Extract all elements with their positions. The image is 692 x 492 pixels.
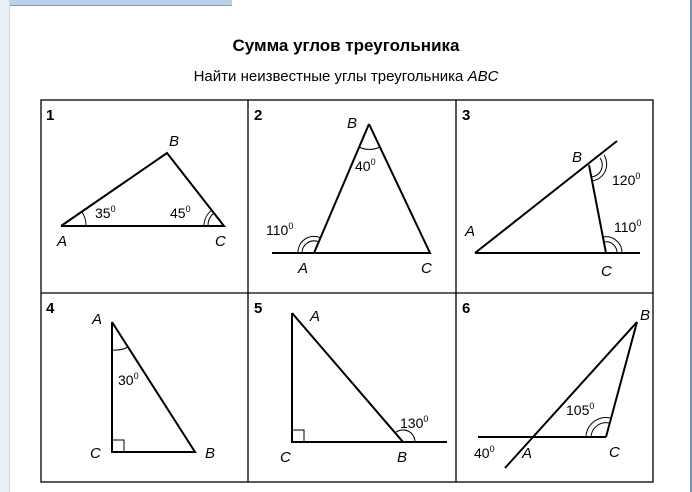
exercise-cell-6 bbox=[462, 300, 650, 468]
exercise-cell-4 bbox=[46, 300, 215, 462]
subtitle-triangle-name: ABC bbox=[467, 68, 499, 85]
angle-label: $35^0$ bbox=[95, 204, 116, 221]
vertex-label-c: C bbox=[609, 444, 620, 461]
vertex-label-a: A bbox=[298, 260, 309, 277]
angle-label: $40^0$ bbox=[355, 157, 376, 174]
vertex-label-c: C bbox=[215, 233, 226, 250]
vertex-label-c: C bbox=[280, 449, 291, 466]
angle-label: $120^0$ bbox=[612, 171, 641, 188]
cell-number: 2 bbox=[254, 107, 263, 124]
angle-label: $105^0$ bbox=[566, 401, 595, 418]
angle-label: $40^0$ bbox=[474, 444, 495, 461]
exercise-cell-2 bbox=[254, 107, 432, 277]
angle-label: $110^0$ bbox=[266, 221, 294, 238]
exercise-cell-1 bbox=[46, 107, 226, 250]
vertex-label-c: C bbox=[601, 263, 612, 280]
angle-label: $30^0$ bbox=[118, 371, 139, 388]
vertex-label-b: B bbox=[205, 445, 216, 462]
vertex-label-c: C bbox=[90, 445, 101, 462]
vertex-label-b: B bbox=[397, 449, 408, 466]
vertex-label-b: B bbox=[640, 307, 651, 324]
cell-number: 4 bbox=[46, 300, 55, 317]
vertex-label-a: A bbox=[522, 445, 533, 462]
angle-marks-4 bbox=[112, 347, 128, 452]
grid-border bbox=[41, 100, 653, 482]
vertex-label-a: A bbox=[57, 233, 68, 250]
exercise-cell-5 bbox=[254, 300, 447, 466]
cell-number: 6 bbox=[462, 300, 471, 317]
subtitle-text: Найти неизвестные углы треугольника bbox=[193, 68, 468, 85]
exercise-cell-3 bbox=[462, 107, 641, 280]
vertex-label-b: B bbox=[169, 133, 180, 150]
triangle-1 bbox=[61, 153, 224, 226]
vertex-label-c: C bbox=[421, 260, 432, 277]
angle-label: $110^0$ bbox=[614, 218, 642, 235]
vertex-label-a: A bbox=[465, 223, 476, 240]
cell-number: 5 bbox=[254, 300, 263, 317]
cell-number: 3 bbox=[462, 107, 471, 124]
page-title: Сумма углов треугольника bbox=[232, 36, 460, 55]
triangle-3 bbox=[475, 141, 640, 253]
triangle-2 bbox=[272, 124, 430, 253]
cell-number: 1 bbox=[46, 107, 55, 124]
vertex-label-b: B bbox=[347, 115, 358, 132]
angle-label: $130^0$ bbox=[400, 414, 429, 431]
vertex-label-a: A bbox=[310, 308, 321, 325]
angle-label: $45^0$ bbox=[170, 204, 191, 221]
vertex-label-b: B bbox=[572, 149, 583, 166]
vertex-label-a: A bbox=[92, 311, 103, 328]
grid-lines bbox=[41, 100, 653, 482]
